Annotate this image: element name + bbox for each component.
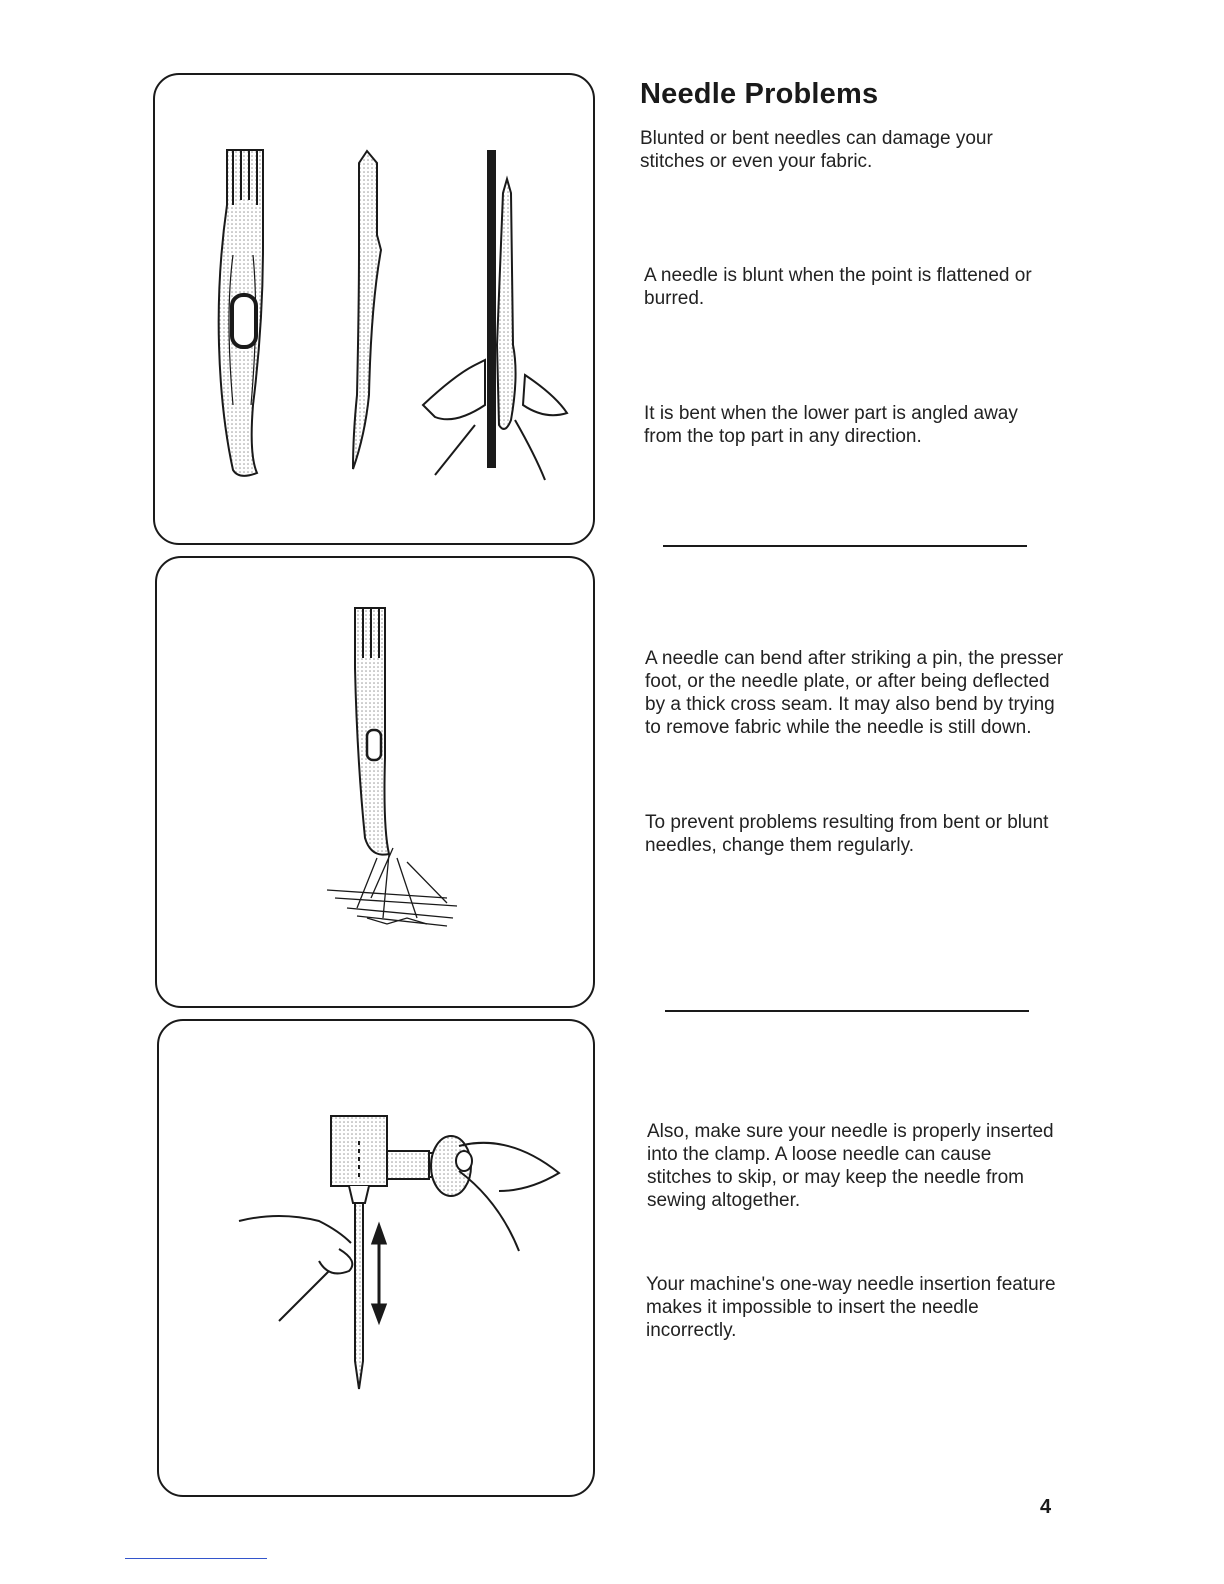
needle-straight-edge-check: [423, 151, 567, 480]
section-divider: [663, 545, 1027, 547]
paragraph-intro: Blunted or bent needles can damage your stitches or even your fabric.: [640, 128, 993, 172]
page-title: Needle Problems: [640, 78, 879, 110]
blunt-bent-needle-illustration: [155, 75, 597, 547]
paragraph-bent-definition: It is bent when the lower part is angled away from the top part in any direction.: [644, 403, 1018, 447]
paragraph-prevention: To prevent problems resulting from bent or blunt needles, change them regularly.: [645, 812, 1049, 856]
needle-insertion-illustration: [159, 1021, 597, 1499]
needle-bar-clamp: [331, 1116, 471, 1203]
page-number: 4: [1040, 1496, 1052, 1518]
blunt-needle-closeup: [219, 150, 263, 476]
footer-rule: [125, 1558, 267, 1559]
paragraph-bend-causes: A needle can bend after striking a pin, the presser foot, or the needle plate, or after being deflected by a thick cross seam. It may also bend by trying to remove fabric while the needle is still down.: [645, 648, 1064, 738]
up-down-arrow: [373, 1226, 385, 1321]
illustration-panel-needle-fabric: [155, 556, 595, 1008]
paragraph-blunt-definition: A needle is blunt when the point is flattened or burred.: [644, 265, 1032, 309]
illustration-panel-needle-insertion: [157, 1019, 595, 1497]
hand-left: [239, 1216, 352, 1321]
hand-right: [456, 1143, 559, 1251]
fabric-threads: [327, 848, 457, 926]
paragraph-one-way-insertion: Your machine's one-way needle insertion feature makes it impossible to insert the needle incorrectly.: [646, 1274, 1056, 1341]
needle-in-fabric-illustration: [157, 558, 597, 1010]
illustration-panel-blunt-bent-needles: [153, 73, 595, 545]
needle: [355, 1203, 363, 1389]
section-divider: [665, 1010, 1029, 1012]
paragraph-proper-insertion: Also, make sure your needle is properly inserted into the clamp. A loose needle can cause stitches to skip, or may keep the needle from sewing altogether.: [647, 1121, 1054, 1211]
bent-needle-side: [353, 151, 381, 469]
needle-closeup: [355, 608, 389, 855]
